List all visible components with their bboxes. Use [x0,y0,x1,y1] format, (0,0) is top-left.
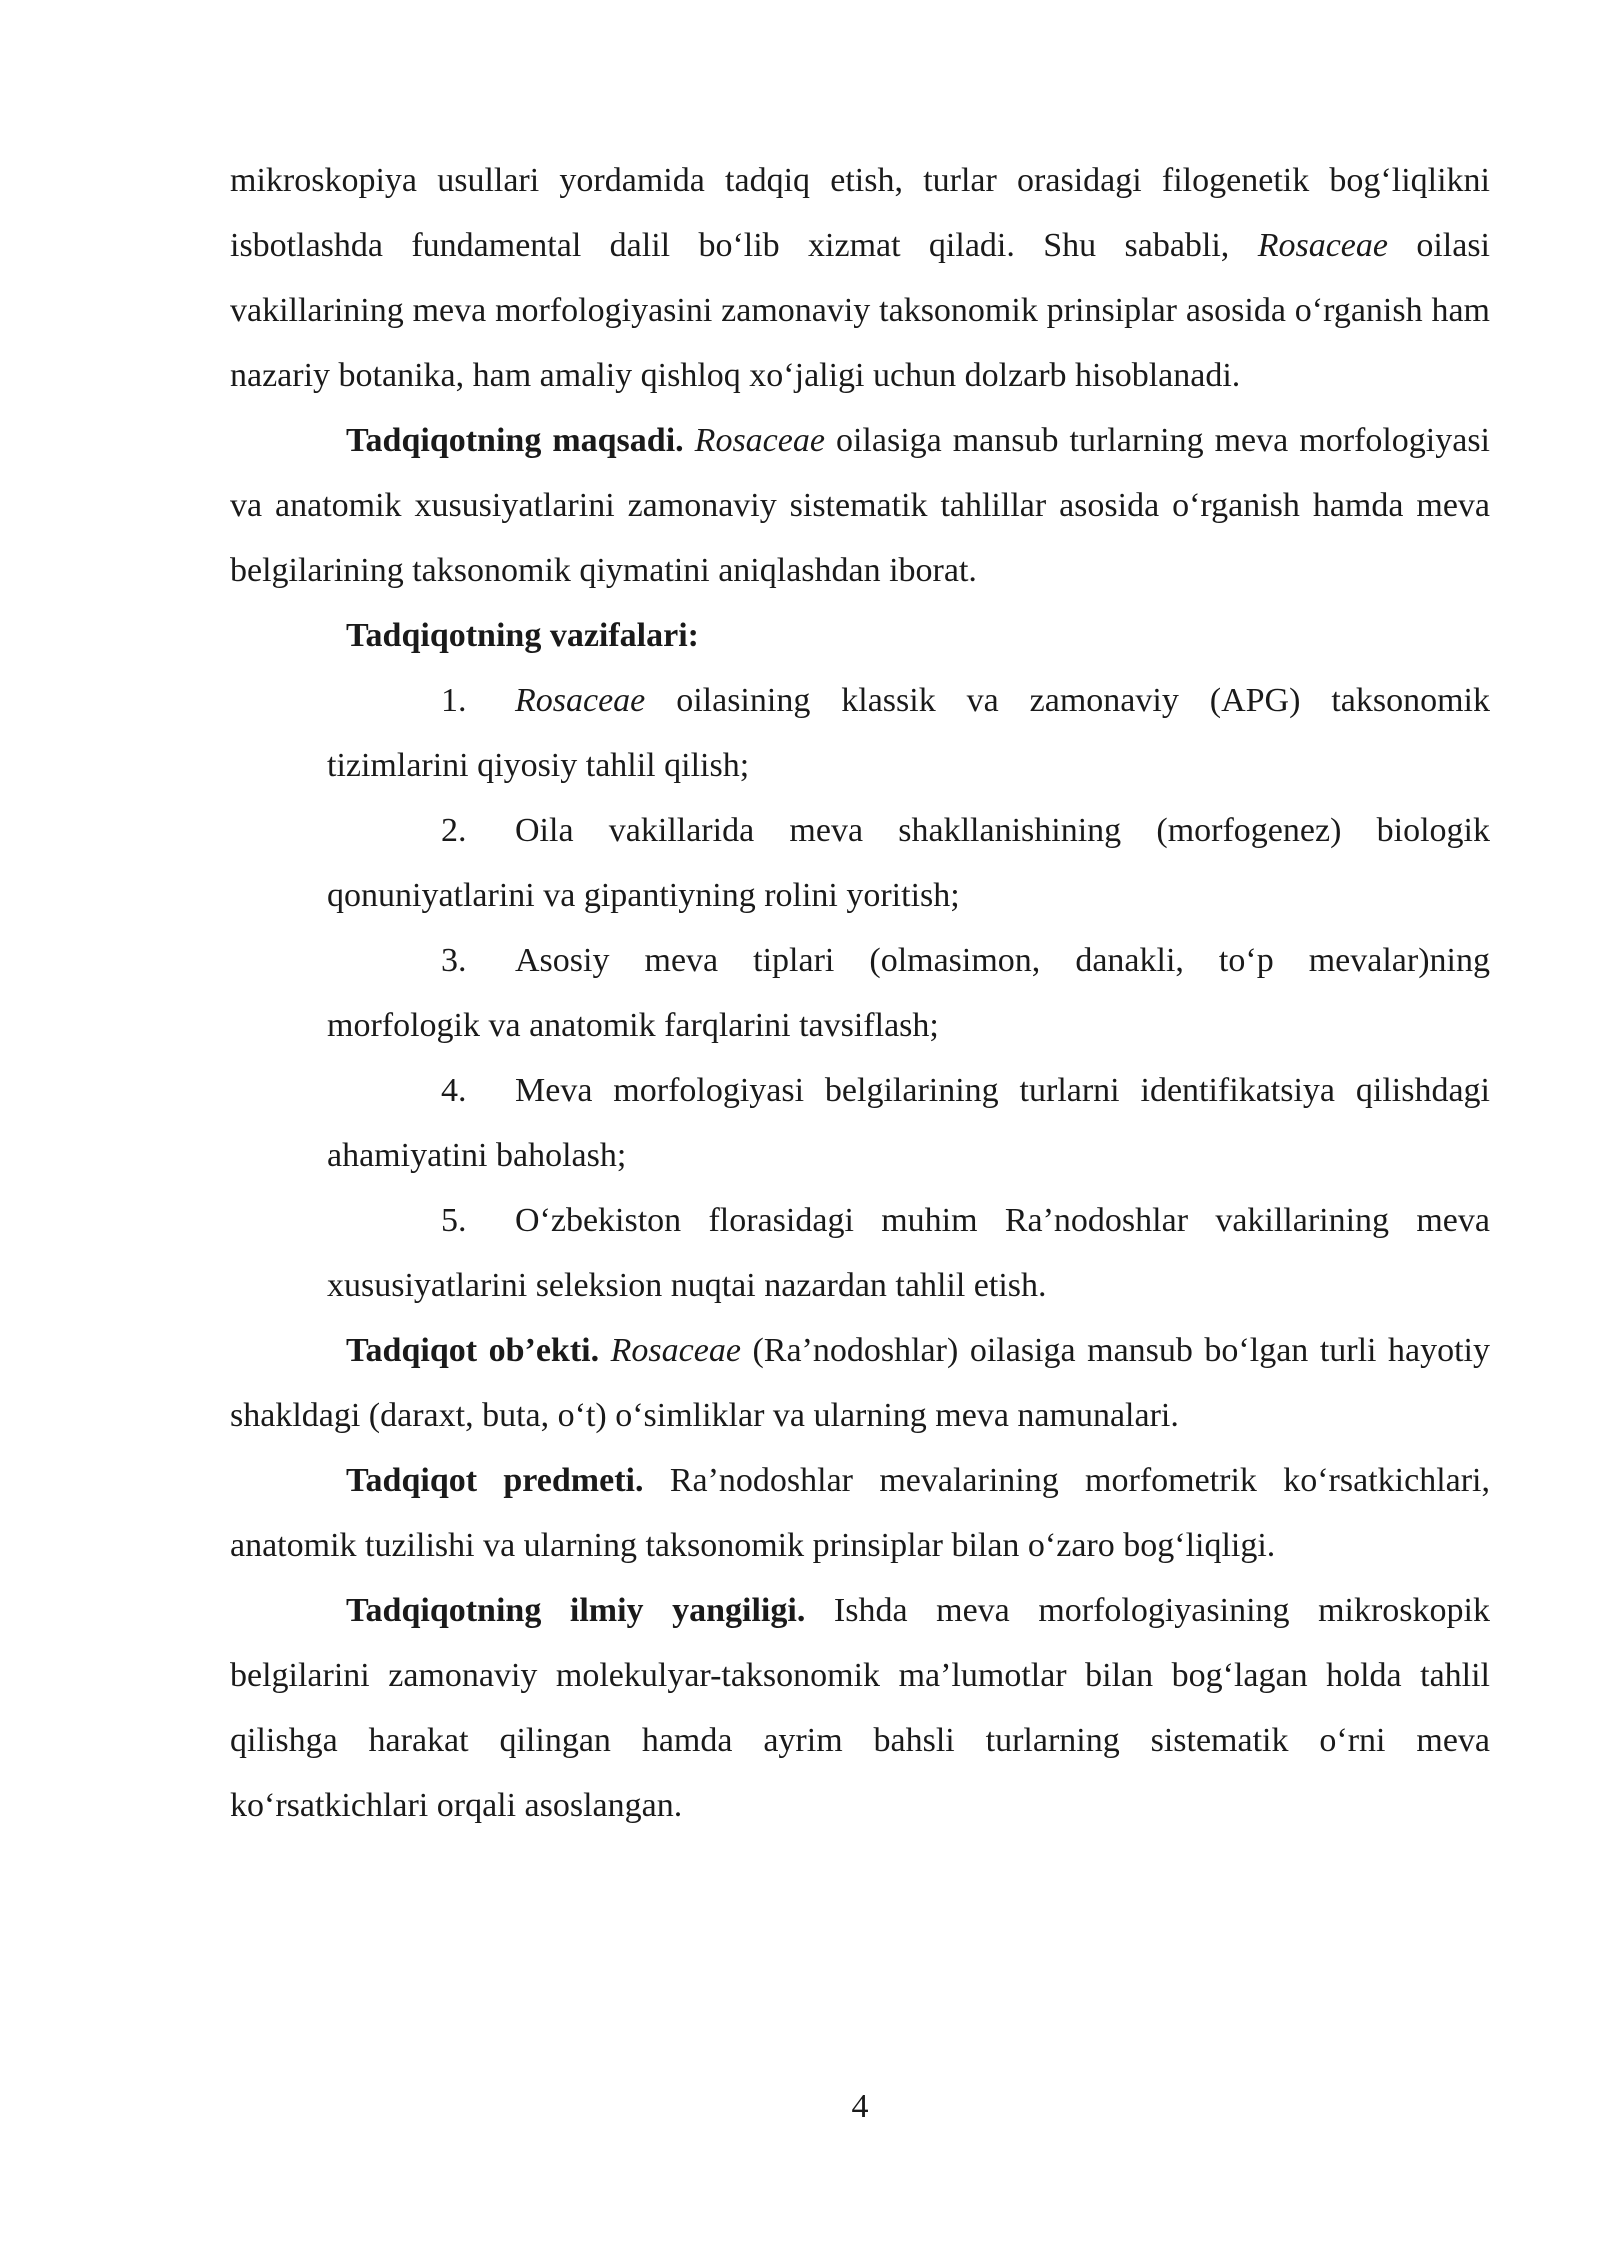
task-number: 4. [441,1072,467,1109]
novelty-heading: Tadqiqotning ilmiy yangiligi. [346,1592,806,1629]
family-name: Rosaceae [610,1332,741,1369]
goal-heading: Tadqiqotning maqsadi. [346,422,684,459]
task-number: 1. [441,682,467,719]
goal-paragraph: Tadqiqotning maqsadi. Rosaceae oilasiga mansub turlarning meva morfologiyasi va anatomik xususiyatlarini zamonaviy sistematik tahlillar asosida o‘rganish hamda meva belgilarining taksonomik qiymatini aniqlashdan iborat. [230,422,1490,589]
page-body [230,148,1490,1838]
family-name: Rosaceae [515,682,646,719]
novelty-paragraph: Tadqiqotning ilmiy yangiligi. Ishda meva morfologiyasining mikroskopik belgilarini zamonaviy molekulyar-taksonomik ma’lumotlar bilan bog‘lagan holda tahlil qilishga harakat qilingan hamda ayrim bahsli turlarning sistematik o‘rni meva ko‘rsatkichlari orqali asoslangan. [230,1592,1490,1824]
object-heading: Tadqiqot ob’ekti. [346,1332,600,1369]
intro-paragraph: mikroskopiya usullari yordamida tadqiq etish, turlar orasidagi filogenetik bog‘liqlikni isbotlashda fundamental dalil bo‘lib xizmat qiladi. Shu sababli, Rosaceae oilasi vakillarining meva morfologiyasini zamonaviy taksonomik prinsiplar asosida o‘rganish ham nazariy botanika, ham amaliy qishloq xo‘jaligi uchun dolzarb hisoblanadi. [230,162,1491,394]
task-number: 3. [441,942,467,979]
task-item-1: 1. Rosaceae oilasining klassik va zamonaviy (APG) taksonomik tizimlarini qiyosiy tahlil qilish; [327,668,1490,798]
subject-heading: Tadqiqot predmeti. [346,1462,644,1499]
family-name: Rosaceae [1257,227,1388,264]
family-name: Rosaceae [694,422,825,459]
task-item-3: 3. Asosiy meva tiplari (olmasimon, danakli, to‘p mevalar)ning morfologik va anatomik farqlarini tavsiflash; [327,928,1490,1058]
task-item-2: 2. Oila vakillarida meva shakllanishining (morfogenez) biologik qonuniyatlarini va gipantiyning rolini yoritish; [327,798,1490,928]
tasks-heading: Tadqiqotning vazifalari: [346,617,699,654]
tasks-heading-paragraph [230,603,1490,668]
object-paragraph: Tadqiqot ob’ekti. Rosaceae (Ra’nodoshlar) oilasiga mansub bo‘lgan turli hayotiy shakldagi (daraxt, buta, o‘t) o‘simliklar va ularning meva namunalari. [230,1332,1491,1434]
page-number: 4 [851,2088,869,2125]
task-item-4: 4. Meva morfologiyasi belgilarining turlarni identifikatsiya qilishdagi ahamiyatini baholash; [327,1058,1490,1188]
task-item-5: 5. O‘zbekiston florasidagi muhim Ra’nodoshlar vakillarining meva xususiyatlarini seleksion nuqtai nazardan tahlil etish. [327,1188,1490,1318]
subject-paragraph: Tadqiqot predmeti. Ra’nodoshlar mevalarining morfometrik ko‘rsatkichlari, anatomik tuzilishi va ularning taksonomik prinsiplar bilan o‘zaro bog‘liqligi. [230,1462,1490,1564]
task-number: 5. [441,1202,467,1239]
task-number: 2. [441,812,467,849]
